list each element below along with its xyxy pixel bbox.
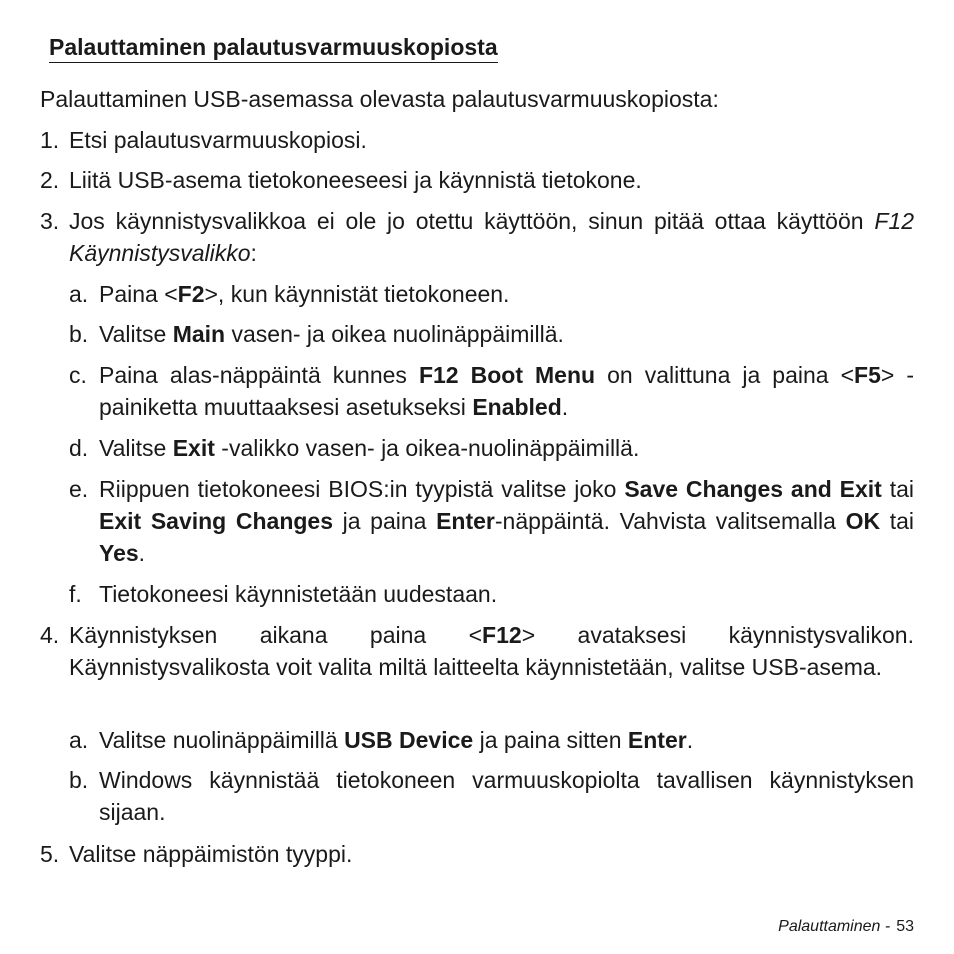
page-footer xyxy=(778,917,914,937)
step-4b-text: Windows käynnistää tietokoneen varmuuskopiolta tavallisen käynnistyksen sijaan. xyxy=(99,767,914,825)
step-5-text: Valitse näppäimistön tyyppi. xyxy=(69,841,353,867)
section-heading: Palauttaminen palautusvarmuuskopiosta xyxy=(49,34,498,63)
step-5-number: 5. xyxy=(40,841,60,867)
step-3c-letter: c. xyxy=(69,362,87,388)
menu-name-emphasis: F12 Käynnistysvalikko xyxy=(69,208,914,266)
step-3e-text: Riippuen tietokoneesi BIOS:in tyypistä valitse joko Save Changes and Exit tai Exit Saving Changes ja paina Enter-näppäintä. Vahvista valitsemalla OK tai Yes. xyxy=(99,476,914,566)
step-3e-letter: e. xyxy=(69,476,89,502)
step-1-text: Etsi palautusvarmuuskopiosi. xyxy=(69,127,367,153)
step-3d-letter: d. xyxy=(69,435,89,461)
step-4b-letter: b. xyxy=(69,767,89,793)
intro-paragraph: Palauttaminen USB-asemassa olevasta palautusvarmuuskopiosta: xyxy=(40,86,719,112)
step-3b-text: Valitse Main vasen- ja oikea nuolinäppäimillä. xyxy=(99,321,564,347)
page-number: 53 xyxy=(896,918,914,935)
step-3-number: 3. xyxy=(40,208,60,234)
step-4a-letter: a. xyxy=(69,727,89,753)
step-2-text: Liitä USB-asema tietokoneeseesi ja käynnistä tietokone. xyxy=(69,167,642,193)
step-3c-text: Paina alas-näppäintä kunnes F12 Boot Menu on valittuna ja paina <F5> -painiketta muuttaaksesi asetukseksi Enabled. xyxy=(99,362,915,420)
step-3b-letter: b. xyxy=(69,321,89,347)
step-3-text: Jos käynnistysvalikkoa ei ole jo otettu käyttöön, sinun pitää ottaa käyttöön F12 Käynnistysvalikko: xyxy=(69,208,914,266)
step-4a-text: Valitse nuolinäppäimillä USB Device ja paina sitten Enter. xyxy=(99,727,694,753)
step-1-number: 1. xyxy=(40,127,60,153)
step-3f-text: Tietokoneesi käynnistetään uudestaan. xyxy=(99,581,498,607)
step-3d-text: Valitse Exit -valikko vasen- ja oikea-nuolinäppäimillä. xyxy=(99,435,640,461)
footer-section: Palauttaminen - xyxy=(778,918,891,935)
step-2-number: 2. xyxy=(40,167,60,193)
step-3a-letter: a. xyxy=(69,281,89,307)
step-3f-letter: f. xyxy=(69,581,82,607)
step-3a-text: Paina <F2>, kun käynnistät tietokoneen. xyxy=(99,281,510,307)
step-4-text: Käynnistyksen aikana paina <F12> avataksesi käynnistysvalikon. Käynnistysvalikosta voit valita miltä laitteelta käynnistetään, valitse USB-asema. xyxy=(69,622,914,680)
step-4-number: 4. xyxy=(40,622,60,648)
